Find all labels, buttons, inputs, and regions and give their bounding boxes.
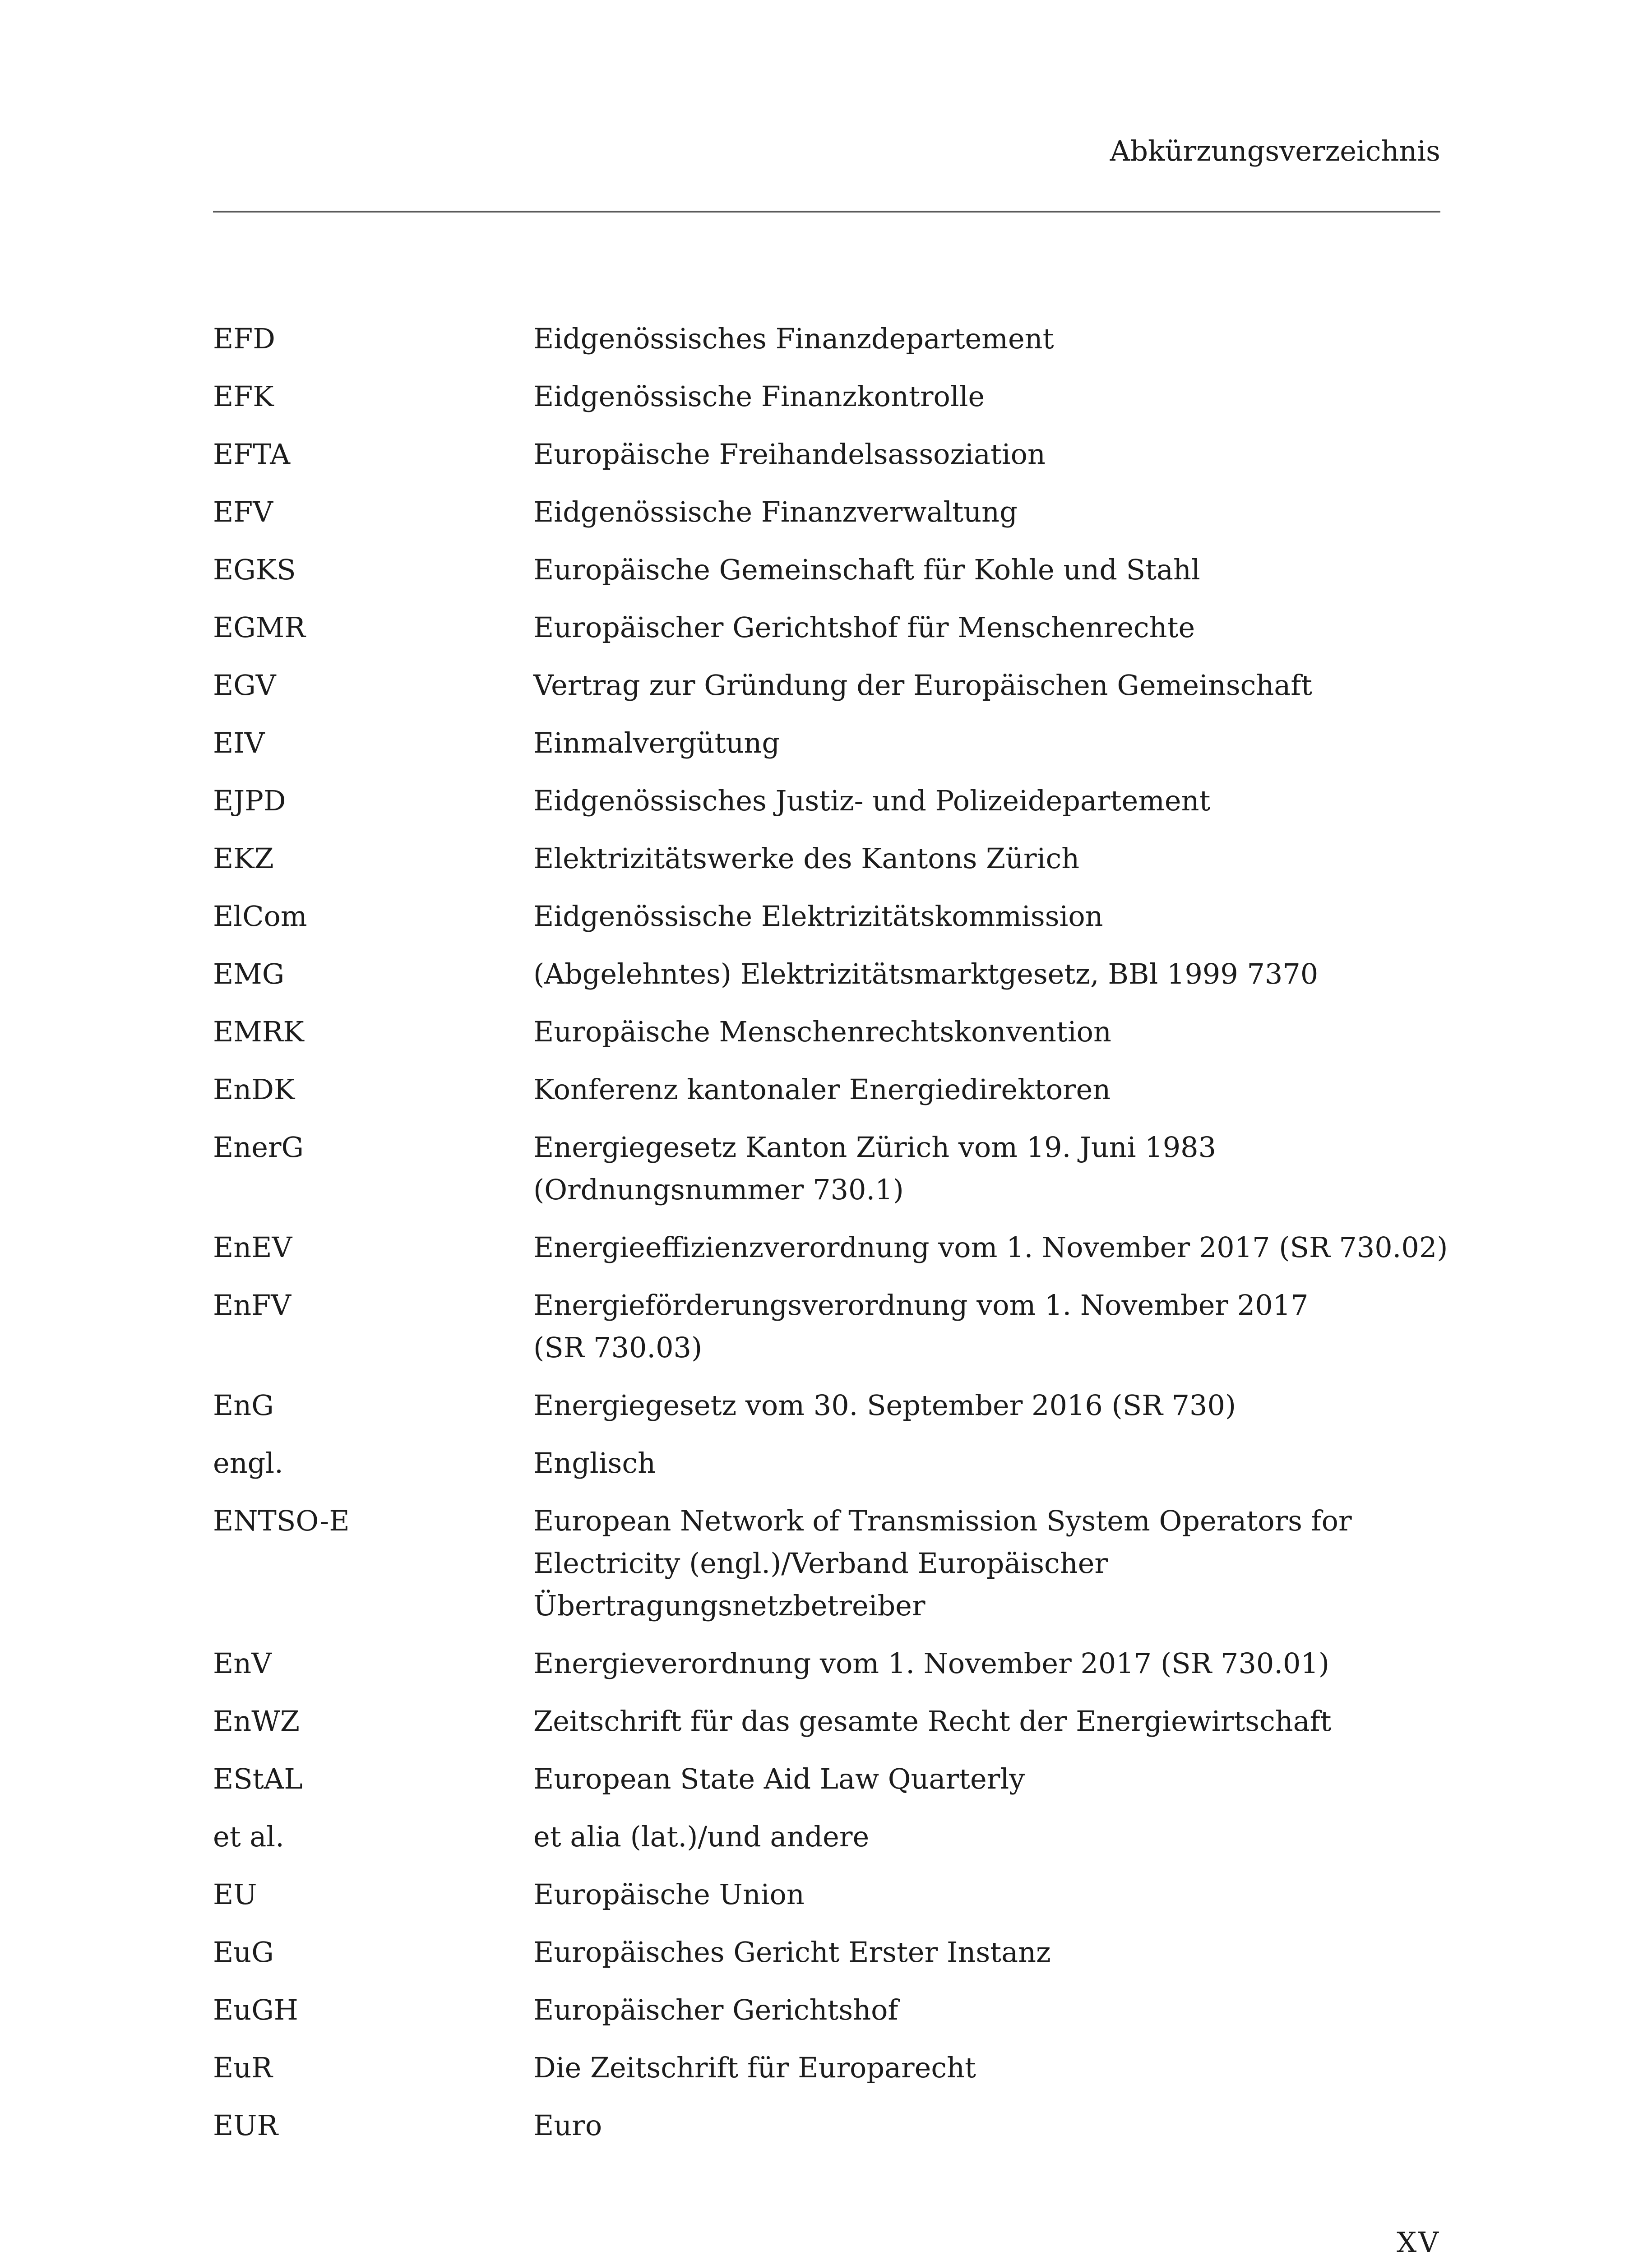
abbreviation-term: EnEV [213, 1231, 292, 1264]
abbreviation-entry [213, 1226, 1449, 1269]
abbreviation-entry [213, 1873, 1449, 1916]
abbreviation-entry [213, 780, 1449, 822]
abbreviation-definition: Elektrizitätswerke des Kantons Zürich [533, 842, 1080, 875]
abbreviation-definition: Eidgenössisches Finanzdepartement [533, 322, 1054, 355]
abbreviation-term: EuG [213, 1936, 274, 1969]
abbreviation-definition: Einmalvergütung [533, 726, 780, 759]
abbreviation-term: et al. [213, 1820, 284, 1853]
abbreviation-entry [213, 953, 1449, 995]
abbreviation-definition: Europäischer Gerichtshof für Menschenrechte [533, 611, 1195, 644]
abbreviation-definition: Die Zeitschrift für Europarecht [533, 2051, 976, 2084]
abbreviation-definition: Europäische Freihandelsassoziation [533, 438, 1046, 471]
abbreviation-definition: Energiegesetz Kanton Zürich vom 19. Juni 1983 (Ordnungsnummer 730.1) [533, 1131, 1217, 1206]
abbreviation-entry [213, 1384, 1449, 1427]
abbreviation-term: EnFV [213, 1289, 291, 1322]
abbreviation-definition: Energieförderungsverordnung vom 1. November 2017 (SR 730.03) [533, 1289, 1309, 1364]
abbreviation-definition: Eidgenössische Finanzverwaltung [533, 495, 1018, 528]
abbreviation-term: EnV [213, 1647, 272, 1680]
abbreviation-term: EnerG [213, 1131, 304, 1164]
abbreviation-term: EUR [213, 2109, 278, 2142]
abbreviation-term: EFV [213, 495, 273, 528]
abbreviation-definition: Eidgenössische Finanzkontrolle [533, 380, 985, 413]
abbreviation-definition: Energieverordnung vom 1. November 2017 (SR 730.01) [533, 1647, 1330, 1680]
abbreviation-term: EIV [213, 726, 265, 759]
abbreviation-entry [213, 1700, 1449, 1743]
header-rule [213, 211, 1440, 213]
abbreviation-term: EU [213, 1878, 257, 1911]
abbreviation-definition: Eidgenössische Elektrizitätskommission [533, 900, 1103, 933]
abbreviation-term: EuR [213, 2051, 273, 2084]
abbreviation-entry [213, 837, 1449, 880]
abbreviation-entry [213, 1989, 1449, 2031]
abbreviation-definition: Europäischer Gerichtshof [533, 1993, 898, 2026]
abbreviation-entry [213, 433, 1449, 476]
abbreviation-definition: Europäische Menschenrechtskonvention [533, 1015, 1111, 1048]
abbreviation-entry [213, 318, 1449, 360]
abbreviation-entry [213, 549, 1449, 591]
abbreviation-list [213, 318, 1449, 2162]
abbreviation-entry [213, 1758, 1449, 1800]
abbreviation-term: EFD [213, 322, 275, 355]
abbreviation-definition: European Network of Transmission System Operators for Electricity (engl.)/Verband Europäischer Übertragungsnetzbetreiber [533, 1504, 1352, 1622]
abbreviation-entry [213, 1500, 1449, 1627]
abbreviation-definition: Konferenz kantonaler Energiedirektoren [533, 1073, 1111, 1106]
abbreviation-entry [213, 895, 1449, 938]
abbreviation-term: EGKS [213, 553, 296, 586]
abbreviation-term: ElCom [213, 900, 307, 933]
abbreviation-definition: Euro [533, 2109, 602, 2142]
abbreviation-term: EStAL [213, 1762, 303, 1795]
abbreviation-term: EGMR [213, 611, 305, 644]
abbreviation-term: EMG [213, 957, 285, 990]
abbreviation-term: EKZ [213, 842, 274, 875]
abbreviation-entry [213, 375, 1449, 418]
abbreviation-term: EFK [213, 380, 274, 413]
abbreviation-definition: Englisch [533, 1447, 656, 1479]
abbreviation-term: EMRK [213, 1015, 304, 1048]
abbreviation-entry [213, 491, 1449, 533]
abbreviation-entry [213, 1931, 1449, 1974]
abbreviation-definition: Energiegesetz vom 30. September 2016 (SR 730) [533, 1389, 1236, 1422]
abbreviation-entry [213, 2047, 1449, 2089]
abbreviation-term: ENTSO-E [213, 1504, 350, 1537]
abbreviation-definition: European State Aid Law Quarterly [533, 1762, 1025, 1795]
abbreviation-definition: et alia (lat.)/und andere [533, 1820, 870, 1853]
abbreviation-definition: Europäische Union [533, 1878, 805, 1911]
abbreviation-term: engl. [213, 1447, 283, 1479]
abbreviation-entry [213, 1068, 1449, 1111]
abbreviation-entry [213, 1816, 1449, 1858]
abbreviation-entry [213, 1126, 1449, 1211]
abbreviation-definition: Vertrag zur Gründung der Europäischen Gemeinschaft [533, 669, 1313, 702]
abbreviation-definition: Europäische Gemeinschaft für Kohle und Stahl [533, 553, 1200, 586]
abbreviation-entry [213, 1284, 1449, 1369]
abbreviation-entry [213, 1642, 1449, 1685]
page-number: XV [1397, 2226, 1440, 2256]
abbreviation-term: EGV [213, 669, 276, 702]
abbreviation-definition: Zeitschrift für das gesamte Recht der Energiewirtschaft [533, 1705, 1332, 1738]
abbreviation-term: EuGH [213, 1993, 298, 2026]
abbreviation-term: EnWZ [213, 1705, 300, 1738]
abbreviation-definition: Europäisches Gericht Erster Instanz [533, 1936, 1051, 1969]
abbreviation-entry [213, 664, 1449, 707]
abbreviation-term: EnG [213, 1389, 274, 1422]
running-header: Abkürzungsverzeichnis [1110, 134, 1440, 167]
abbreviation-entry [213, 606, 1449, 649]
abbreviation-term: EJPD [213, 784, 286, 817]
abbreviation-definition: (Abgelehntes) Elektrizitätsmarktgesetz, BBl 1999 7370 [533, 957, 1319, 990]
abbreviation-term: EnDK [213, 1073, 295, 1106]
abbreviation-entry [213, 1011, 1449, 1053]
abbreviation-definition: Energieeffizienzverordnung vom 1. November 2017 (SR 730.02) [533, 1231, 1448, 1264]
abbreviation-entry [213, 1442, 1449, 1484]
abbreviation-entry [213, 2104, 1449, 2147]
abbreviation-entry [213, 722, 1449, 764]
abbreviation-term: EFTA [213, 438, 291, 471]
abbreviation-definition: Eidgenössisches Justiz- und Polizeidepartement [533, 784, 1211, 817]
